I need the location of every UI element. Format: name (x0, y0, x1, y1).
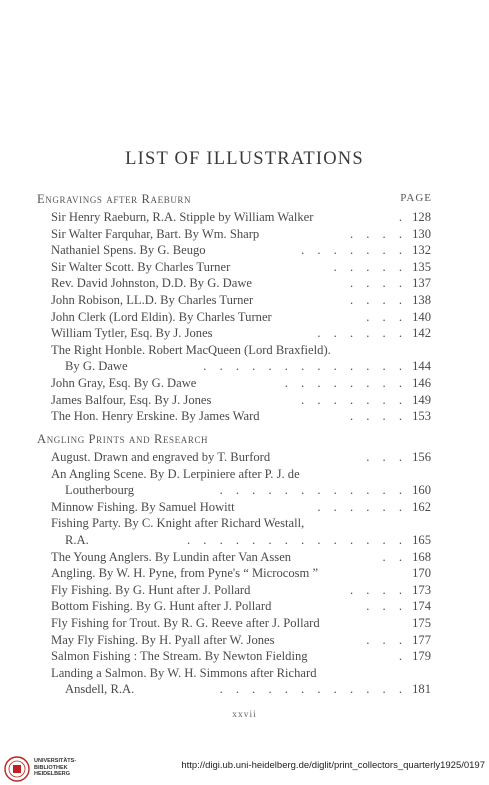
illustration-caption: An Angling Scene. By D. Lerpiniere after P. J. de (51, 466, 300, 481)
page-number: 137 (412, 276, 431, 291)
leader-dots: . . . . . . . (301, 392, 407, 407)
page-number: 130 (412, 226, 431, 241)
page-column-label: PAGE (400, 192, 432, 204)
leader-dots: . . . . . . (317, 499, 407, 514)
illustration-caption: Sir Henry Raeburn, R.A. Stipple by William Walker (51, 210, 314, 224)
illustration-caption: Fishing Party. By C. Knight after Richard Westall, (51, 516, 305, 531)
illustration-caption: Salmon Fishing : The Stream. By Newton Fielding (51, 649, 308, 664)
leader-dots: . . . . . . . . . . . . (219, 483, 407, 498)
list-item (51, 549, 431, 566)
list-item (51, 408, 431, 425)
page-number: 135 (412, 259, 431, 274)
leader-dots: . . . . . . . . . . . . . . (186, 532, 407, 547)
list-item (51, 375, 431, 392)
list-item (51, 515, 431, 532)
list-item (51, 292, 431, 309)
leader-dots: . . (382, 549, 407, 564)
page-number: 175 (412, 615, 431, 630)
list-item (51, 466, 431, 483)
page-number: 149 (412, 392, 431, 407)
leader-dots: . . . (366, 599, 407, 614)
illustration-caption: Nathaniel Spens. By G. Beugo (51, 243, 206, 258)
raeburn-entries (51, 209, 431, 425)
illustration-caption: Angling. By W. H. Pyne, from Pyne's “ Microcosm ” (51, 566, 319, 581)
list-item (51, 615, 431, 632)
leader-dots: . . . . (349, 276, 407, 291)
section-heading-angling (37, 432, 432, 448)
leader-dots: . . . . (349, 409, 407, 424)
illustration-caption: William Tytler, Esq. By J. Jones (51, 326, 213, 341)
section-heading-text: Angling Prints and Research (37, 432, 209, 446)
page-number: 144 (412, 359, 431, 374)
leader-dots: . . . . (349, 582, 407, 597)
page-number: 177 (412, 632, 431, 647)
list-item (51, 482, 431, 499)
illustration-caption: Landing a Salmon. By W. H. Simmons after Richard (51, 665, 317, 680)
list-item (51, 681, 431, 698)
illustration-caption: Fly Fishing. By G. Hunt after J. Pollard (51, 582, 251, 597)
section-heading-raeburn (37, 192, 432, 208)
illustration-caption: By G. Dawe (65, 359, 128, 374)
leader-dots: . . . . (349, 226, 407, 241)
leader-dots: . . . . . . (317, 326, 407, 341)
list-item (51, 665, 431, 682)
list-item (51, 342, 431, 359)
library-logo-text: UNIVERSITÄTS- BIBLIOTHEK HEIDELBERG (34, 758, 77, 777)
illustration-caption: R.A. (65, 532, 89, 547)
list-item (51, 325, 431, 342)
leader-dots: . . . . . (333, 259, 407, 274)
list-item (51, 209, 431, 226)
library-footer (0, 752, 489, 785)
list-item (51, 275, 431, 292)
page-number: 170 (412, 566, 431, 581)
illustration-caption: James Balfour, Esq. By J. Jones (51, 392, 212, 407)
illustration-caption: May Fly Fishing. By H. Pyall after W. Jones (51, 632, 275, 647)
section-heading-text: Engravings after Raeburn (37, 192, 192, 206)
list-item (51, 565, 431, 582)
page-number: 181 (412, 682, 431, 697)
page-number: 168 (412, 549, 431, 564)
page-number: 142 (412, 326, 431, 341)
page-title: LIST OF ILLUSTRATIONS (125, 149, 364, 169)
library-seal-icon (4, 756, 30, 782)
leader-dots: . (398, 210, 407, 224)
leader-dots: . . . (366, 450, 407, 464)
illustration-caption: Rev. David Johnston, D.D. By G. Dawe (51, 276, 253, 291)
page-number: 146 (412, 375, 431, 390)
list-item (51, 226, 431, 243)
list-item (51, 499, 431, 516)
list-item (51, 259, 431, 276)
page-number: 165 (412, 532, 431, 547)
leader-dots: . . . . . . . . (284, 375, 407, 390)
page-number: 128 (412, 210, 431, 224)
illustration-caption: The Hon. Henry Erskine. By James Ward (51, 409, 260, 424)
illustration-caption: Sir Walter Farquhar, Bart. By Wm. Sharp (51, 226, 260, 241)
illustration-caption: Loutherbourg (65, 483, 135, 498)
illustration-caption: The Young Anglers. By Lundin after Van Assen (51, 549, 292, 564)
list-item (51, 309, 431, 326)
illustration-caption: Sir Walter Scott. By Charles Turner (51, 259, 231, 274)
leader-dots: . (398, 649, 407, 664)
angling-entries (51, 449, 431, 698)
illustration-caption: John Robison, LL.D. By Charles Turner (51, 292, 254, 307)
source-url: http://digi.ub.uni-heidelberg.de/diglit/print_collectors_quarterly1925/0197 (181, 760, 485, 771)
page-number: 132 (412, 243, 431, 258)
list-item (51, 358, 431, 375)
page-number: 160 (412, 483, 431, 498)
illustration-caption: August. Drawn and engraved by T. Burford (51, 450, 271, 464)
illustration-caption: Ansdell, R.A. (65, 682, 135, 697)
page-number: 140 (412, 309, 431, 324)
page-number: 138 (412, 292, 431, 307)
illustration-caption: Bottom Fishing. By G. Hunt after J. Pollard (51, 599, 272, 614)
list-item (51, 582, 431, 599)
list-item (51, 242, 431, 259)
page-number: 162 (412, 499, 431, 514)
list-item (51, 648, 431, 665)
list-item (51, 598, 431, 615)
illustration-caption: The Right Honble. Robert MacQueen (Lord Braxfield). (51, 342, 331, 357)
page-number: 174 (412, 599, 431, 614)
page-number: 153 (412, 409, 431, 424)
list-item (51, 632, 431, 649)
illustration-caption: Fly Fishing for Trout. By R. G. Reeve after J. Pollard (51, 615, 320, 630)
page-number: 179 (412, 649, 431, 664)
illustration-caption: John Gray, Esq. By G. Dawe (51, 375, 197, 390)
list-item (51, 449, 431, 466)
illustration-caption: Minnow Fishing. By Samuel Howitt (51, 499, 235, 514)
illustration-caption: John Clerk (Lord Eldin). By Charles Turner (51, 309, 272, 324)
list-item (51, 532, 431, 549)
leader-dots: . . . (366, 309, 407, 324)
page-folio: xxvii (232, 710, 257, 720)
leader-dots: . . . (366, 632, 407, 647)
leader-dots: . . . . . . . . . . . . . (203, 359, 407, 374)
leader-dots: . . . . (349, 292, 407, 307)
leader-dots: . . . . . . . (301, 243, 407, 258)
page-number: 173 (412, 582, 431, 597)
list-item (51, 392, 431, 409)
page-number: 156 (412, 450, 431, 464)
leader-dots: . . . . . . . . . . . . (219, 682, 407, 697)
